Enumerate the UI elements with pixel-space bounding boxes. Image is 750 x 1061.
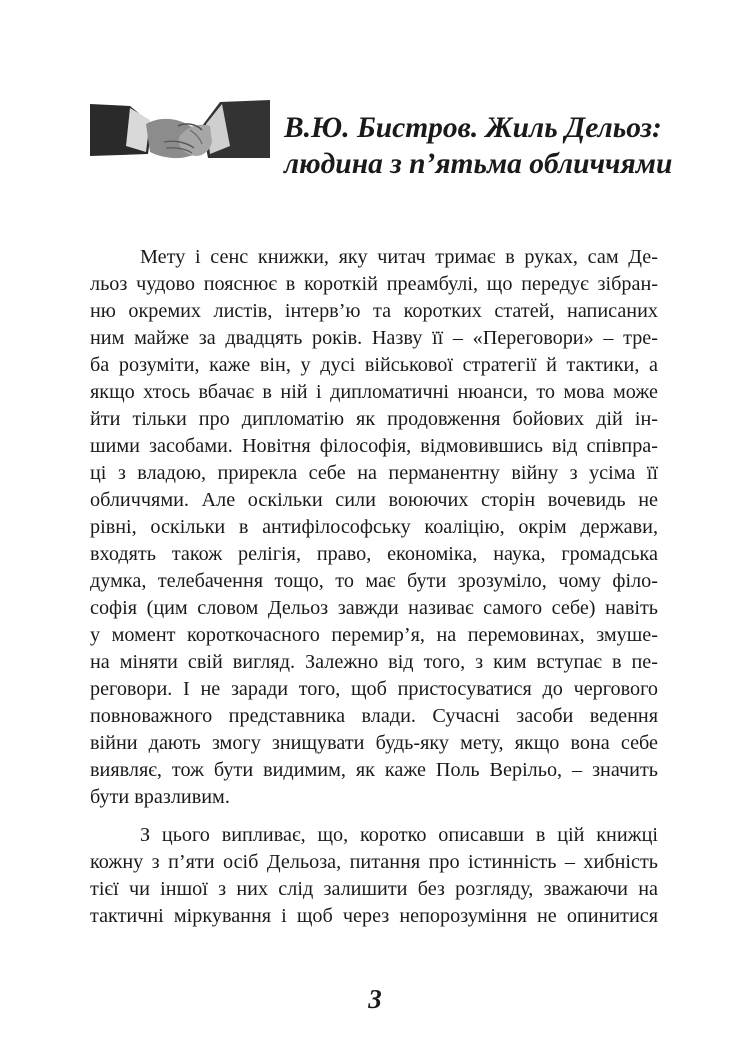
text-line: ба розуміти, каже він, у дусі військової стратегії й тактики, а [90,354,658,376]
text-line: рівні, оскільки в антифілософську коаліцію, окрім держави, [90,516,658,538]
text-line: Мету і сенс книжки, яку читач тримає в руках, сам Де- [140,246,658,268]
text-line: тієї чи іншої з них слід залишити без розгляду, зважаючи на [90,878,658,900]
text-line: думка, телебачення тощо, то має бути зрозуміло, чому філо- [90,570,658,592]
text-line: обличчями. Але оскільки сили воюючих сторін вочевидь не [90,489,658,511]
handshake-image [90,96,270,172]
chapter-title-line-2: людина з п’ятьма обличчями [284,148,673,180]
text-line: повноважного представника влади. Сучасні засоби ведення [90,705,658,727]
text-line: ці з владою, прирекла себе на перманентну війну з усіма її [90,462,658,484]
text-line: ню окремих листів, інтерв’ю та коротких статей, написаних [90,300,658,322]
text-line: йти тільки про дипломатію як продовження бойових дій ін- [90,408,658,430]
text-line: у момент короткочасного перемир’я, на перемовинах, змуше- [90,624,658,646]
text-line: бути вразливим. [90,786,230,808]
text-line: якщо хтось вбачає в ній і дипломатичні нюанси, то мова може [90,381,658,403]
text-line: на міняти свій вигляд. Залежно від того, з ким вступає в пе- [90,651,658,673]
text-line: кожну з п’яти осіб Дельоза, питання про істинність – хибність [90,851,658,873]
text-line: льоз чудово пояснює в короткій преамбулі, що передує зібран- [90,273,658,295]
text-line: ним майже за двадцять років. Назву її – «Переговори» – тре- [90,327,658,349]
chapter-title-line-1: В.Ю. Бистров. Жиль Дельоз: [284,112,662,144]
text-line: війни дають змогу знищувати будь-яку мету, якщо вона себе [90,732,658,754]
text-line: шими засобами. Новітня філософія, відмовившись від співпра- [90,435,658,457]
text-line: тактичні міркування і щоб через непорозуміння не опинитися [90,905,658,927]
paragraph-2 [90,822,658,930]
text-line: входять також релігія, право, економіка, наука, громадська [90,543,658,565]
text-line: З цього випливає, що, коротко описавши в цій книжці [140,824,658,846]
body-text [90,244,658,941]
text-line: софія (цим словом Дельоз завжди називає самого себе) навіть [90,597,658,619]
paragraph-1 [90,244,658,811]
text-line: реговори. І не заради того, щоб пристосуватися до чергового [90,678,658,700]
page-number: 3 [368,984,382,1014]
chapter-title [284,110,684,182]
text-line: виявляє, тож бути видимим, як каже Поль Верільо, – значить [90,759,658,781]
